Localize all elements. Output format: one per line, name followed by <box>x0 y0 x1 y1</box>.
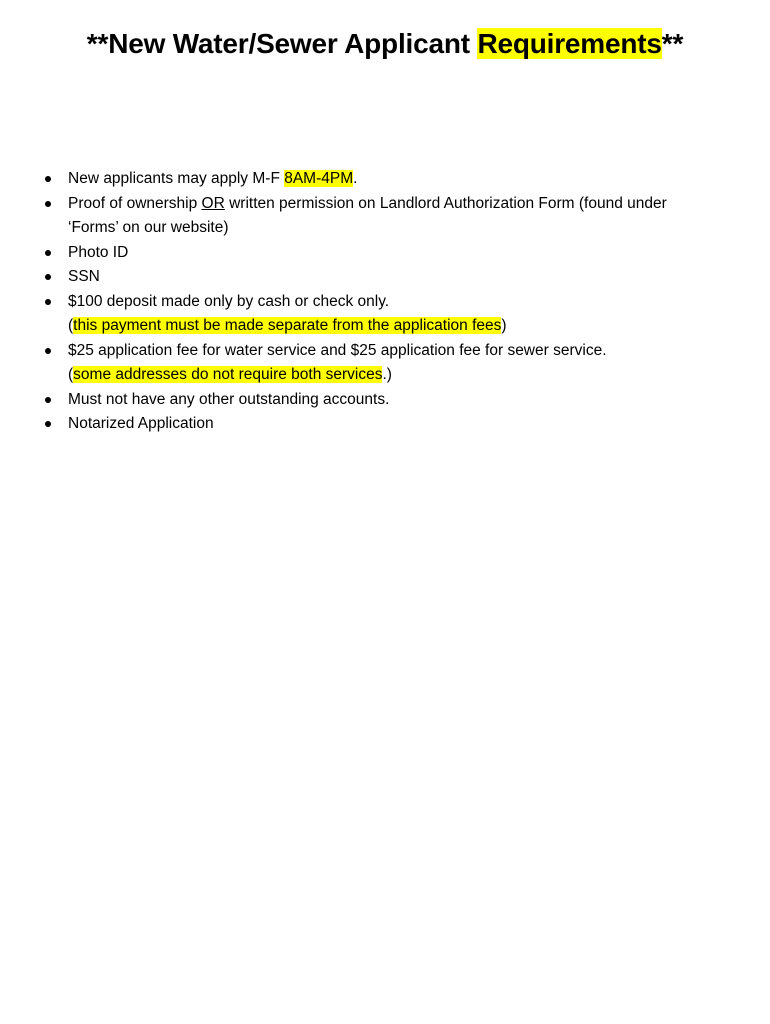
paren-open: ( <box>68 366 74 383</box>
highlighted-note: some addresses do not require both services <box>73 366 383 383</box>
requirement-ssn <box>40 265 720 290</box>
requirement-no-outstanding-accounts <box>40 388 720 413</box>
bullet-icon <box>45 250 51 256</box>
bullet-icon <box>45 397 51 403</box>
requirement-text: New applicants may apply M-F <box>68 170 285 187</box>
bullet-icon <box>45 421 51 427</box>
requirement-text: Must not have any other outstanding accounts. <box>68 390 390 408</box>
requirement-photo-id <box>40 241 720 266</box>
requirement-proof-of-ownership <box>40 192 720 241</box>
bullet-icon <box>45 176 51 182</box>
bullet-icon <box>45 348 51 354</box>
requirement-text: Notarized Application <box>68 415 214 432</box>
requirement-text: $25 application fee for water service and $25 application fee for sewer service. <box>68 341 607 359</box>
requirement-text-end: . <box>353 170 358 187</box>
bullet-icon <box>45 299 51 305</box>
highlighted-hours: 8AM-4PM <box>284 170 354 187</box>
bullet-icon <box>45 274 51 280</box>
requirement-text: SSN <box>68 268 100 285</box>
requirement-text: Photo ID <box>68 243 129 261</box>
requirement-note <box>68 314 720 339</box>
requirements-list <box>40 167 720 437</box>
requirement-hours <box>40 167 720 192</box>
paren-close: ) <box>501 317 507 334</box>
paren-close: .) <box>382 366 392 383</box>
requirement-line <box>68 167 720 192</box>
paren-open: ( <box>68 317 74 334</box>
requirement-text: $100 deposit made only by cash or check only. <box>68 292 390 310</box>
requirement-line <box>68 192 720 217</box>
requirement-line-2: ‘Forms’ on our website) <box>68 219 229 236</box>
title-suffix: ** <box>661 28 684 59</box>
highlighted-note: this payment must be made separate from the application fees <box>73 317 502 334</box>
requirement-text-cont: written permission on Landlord Authorization Form (found under <box>224 194 667 212</box>
bullet-icon <box>45 201 51 207</box>
page-title <box>0 24 770 64</box>
title-highlight: Requirements <box>477 28 662 59</box>
requirement-note <box>68 363 720 388</box>
requirement-text: Proof of ownership <box>68 194 202 212</box>
requirement-notarized-application <box>40 412 720 437</box>
requirement-application-fee <box>40 339 720 388</box>
title-prefix: **New Water/Sewer Applicant <box>86 28 478 59</box>
requirement-deposit <box>40 290 720 339</box>
underlined-or: OR <box>201 194 225 212</box>
